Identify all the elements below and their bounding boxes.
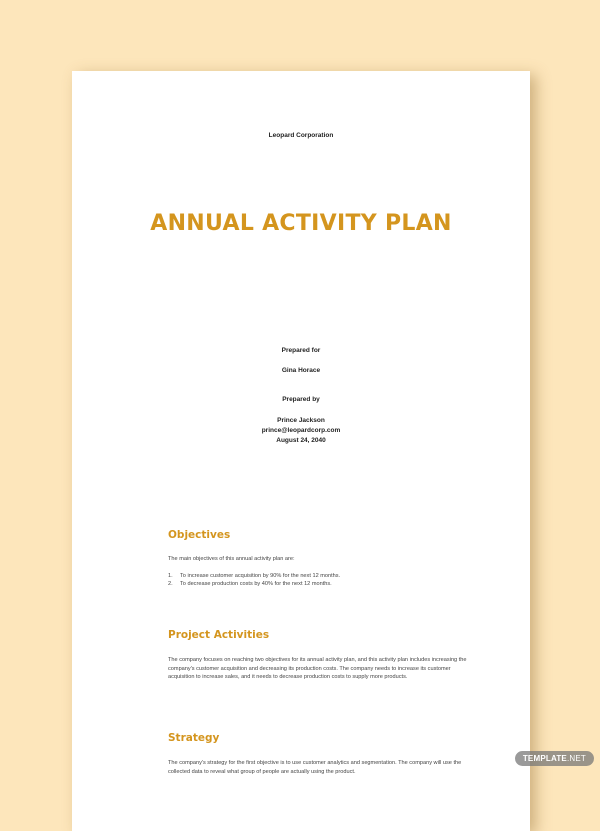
list-number: 2. <box>168 581 173 588</box>
list-item <box>168 572 468 581</box>
strategy-section <box>168 732 468 776</box>
project-activities-section <box>168 629 468 682</box>
document-page <box>72 71 530 831</box>
document-date: August 24, 2040 <box>276 437 326 444</box>
watermark-brand: TEMPLATE <box>522 754 567 763</box>
prepared-by-name: Prince Jackson <box>277 417 325 424</box>
list-number: 1. <box>168 572 173 579</box>
prepared-for-label: Prepared for <box>281 347 321 354</box>
project-activities-heading: Project Activities <box>168 629 270 641</box>
list-text: To decrease production costs by 40% for the next 12 months. <box>180 581 332 588</box>
prepared-for-name: Gina Horace <box>281 367 321 374</box>
template-net-watermark <box>515 751 594 766</box>
company-name: Leopard Corporation <box>268 132 334 139</box>
prepared-by-email: prince@leopardcorp.com <box>261 427 341 434</box>
objectives-heading: Objectives <box>168 529 231 541</box>
document-title: ANNUAL ACTIVITY PLAN <box>150 211 452 236</box>
strategy-heading: Strategy <box>168 732 220 744</box>
objectives-intro: The main objectives of this annual activity plan are: <box>168 556 295 562</box>
list-text: To increase customer acquisition by 90% for the next 12 months. <box>180 572 341 579</box>
project-activities-body: The company focuses on reaching two objectives for its annual activity plan, and this activity plan includes increasing the company's customer acquisition and decreasing its production costs. The company needs to increase its customer acquisition to increase sales, and it needs to decrease production costs to supply more products. <box>168 657 467 681</box>
list-item <box>168 580 468 589</box>
watermark-suffix: .NET <box>566 754 586 763</box>
strategy-body: The company's strategy for the first objective is to use customer analytics and segmentation. The company will use the collected data to reveal what group of people are actually using the product. <box>168 760 462 775</box>
prepared-by-label: Prepared by <box>282 396 320 403</box>
objectives-section <box>168 529 468 589</box>
objectives-list <box>168 572 468 589</box>
